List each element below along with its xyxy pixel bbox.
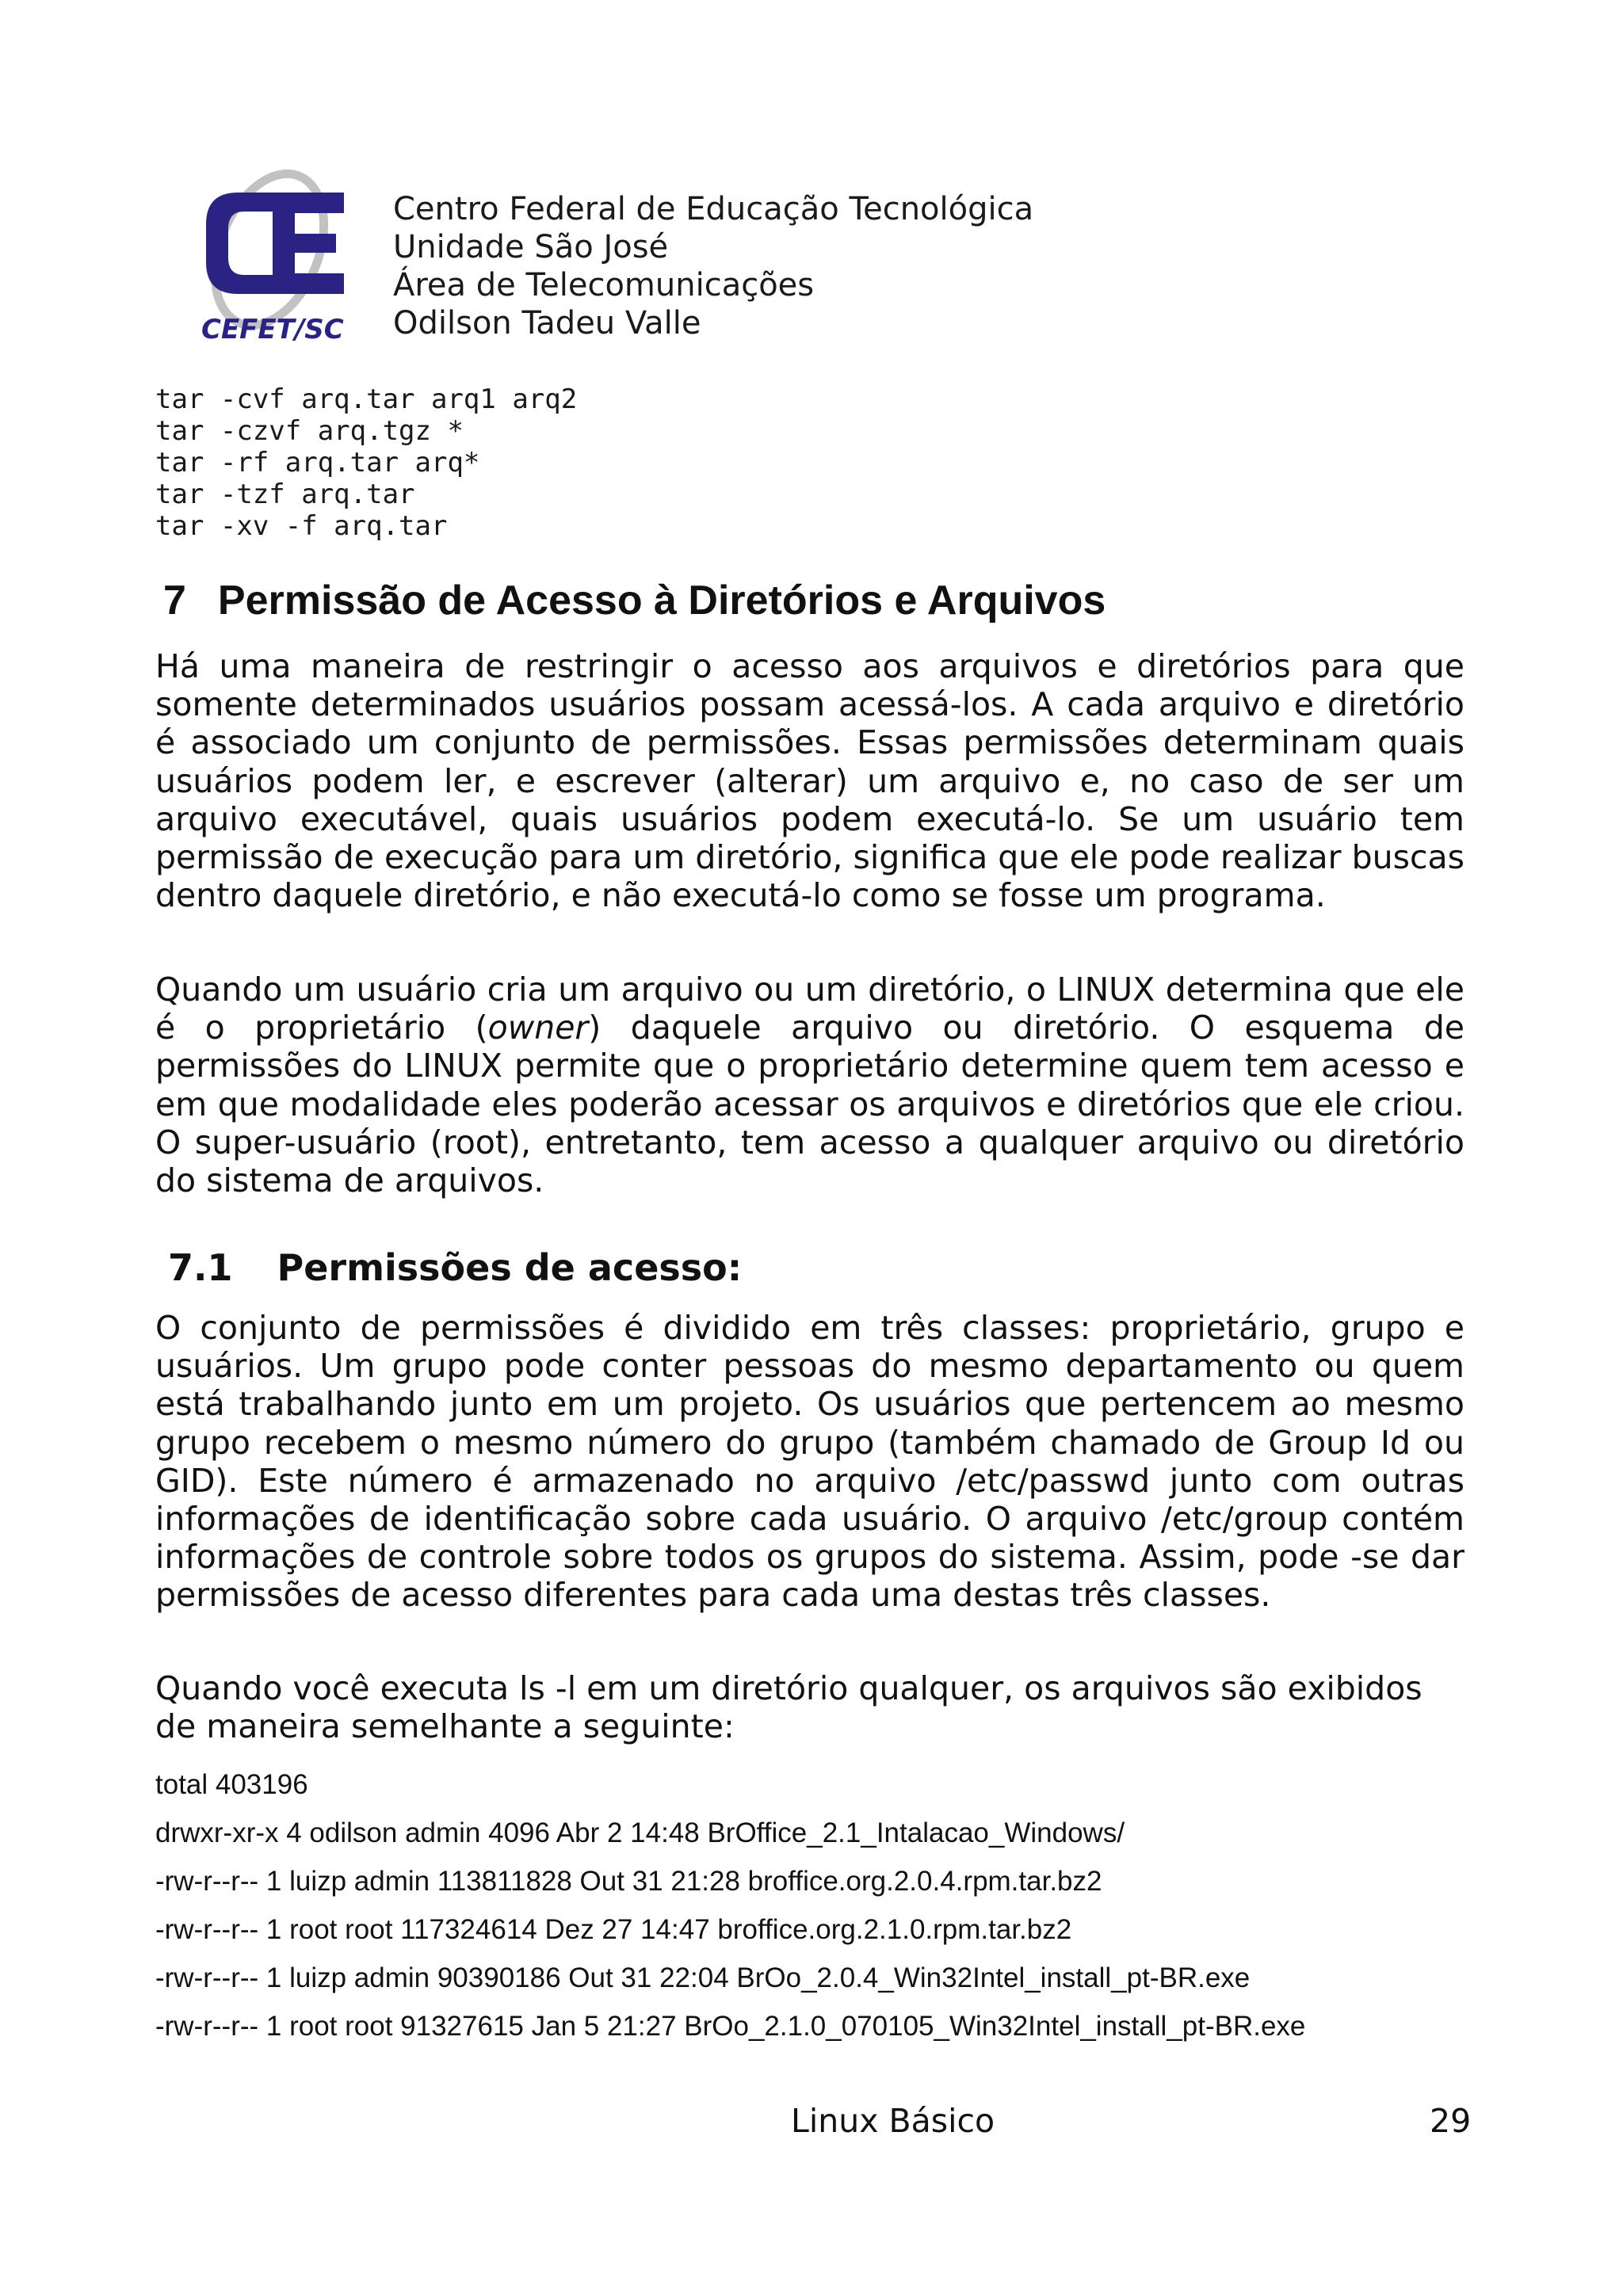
subsection-paragraph-2: Quando você executa ls -l em um diretório qualquer, os arquivos são exibidos de maneira semelhante a seguinte:	[155, 1669, 1423, 1746]
code-line: tar -cvf arq.tar arq1 arq2	[155, 383, 578, 415]
cefet-logo	[189, 162, 379, 353]
listing-line: -rw-r--r-- 1 root root 117324614 Dez 27 14:47 broffice.org.2.1.0.rpm.tar.bz2	[155, 1914, 1072, 1945]
ls-listing	[155, 1760, 1305, 2050]
paragraph-text: Quando um usuário cria um arquivo ou um diretório, o LINUX determina que ele é o proprietário (	[155, 971, 1465, 1047]
subsection-heading	[168, 1245, 742, 1290]
section-paragraph-1: Há uma maneira de restringir o acesso aos arquivos e diretórios para que somente determinados usuários possam acessá-los. A cada arquivo e diretório é associado um conjunto de permissões. Essas permissões determinam quais usuários podem ler, e escrever (alterar) um arquivo e, no caso de ser um arquivo executável, quais usuários podem executá-lo. Se um usuário tem permissão de execução para um diretório, significa que ele pode realizar buscas dentro daquele diretório, e não executá-lo como se fosse um programa.	[155, 647, 1465, 915]
subsection-title: Permissões de acesso:	[277, 1246, 743, 1289]
institution-line: Centro Federal de Educação Tecnológica	[393, 191, 1034, 227]
listing-line: -rw-r--r-- 1 luizp admin 113811828 Out 31 21:28 broffice.org.2.0.4.rpm.tar.bz2	[155, 1866, 1102, 1897]
subsection-paragraph-1: O conjunto de permissões é dividido em três classes: proprietário, grupo e usuários. Um grupo pode conter pessoas do mesmo departamento ou quem está trabalhando junto em um projeto. Os usuários que pertencem ao mesmo grupo recebem o mesmo número do grupo (também chamado de Group Id ou GID). Este número é armazenado no arquivo /etc/passwd junto com outras informações de identificação sobre cada usuário. O arquivo /etc/group contém informações de controle sobre todos os grupos do sistema. Assim, pode -se dar permissões de acesso diferentes para cada uma destas três classes.	[155, 1309, 1465, 1615]
code-line: tar -tzf arq.tar	[155, 479, 415, 510]
listing-line: total 403196	[155, 1769, 308, 1800]
owner-emphasis: owner	[487, 1009, 589, 1047]
institution-header	[393, 190, 1033, 342]
institution-line: Unidade São José	[393, 229, 669, 265]
code-line: tar -rf arq.tar arq*	[155, 447, 480, 479]
section-heading	[163, 577, 1106, 624]
tar-code-block	[155, 383, 577, 542]
logo-text: CEFET/SC	[201, 314, 344, 345]
code-line: tar -xv -f arq.tar	[155, 510, 448, 542]
section-title: Permissão de Acesso à Diretórios e Arquivos	[217, 578, 1106, 624]
listing-line: -rw-r--r-- 1 root root 91327615 Jan 5 21:27 BrOo_2.1.0_070105_Win32Intel_install_pt-BR.exe	[155, 2011, 1306, 2042]
section-paragraph-2	[155, 971, 1465, 1199]
section-number: 7	[163, 578, 186, 624]
institution-line: Área de Telecomunicações	[393, 267, 815, 303]
page-number: 29	[1430, 2102, 1472, 2140]
subsection-number: 7.1	[168, 1246, 233, 1289]
code-line: tar -czvf arq.tgz *	[155, 415, 464, 447]
institution-line: Odilson Tadeu Valle	[393, 305, 701, 341]
listing-line: drwxr-xr-x 4 odilson admin 4096 Abr 2 14:48 BrOffice_2.1_Intalacao_Windows/	[155, 1817, 1125, 1848]
listing-line: -rw-r--r-- 1 luizp admin 90390186 Out 31 22:04 BrOo_2.0.4_Win32Intel_install_pt-BR.exe	[155, 1962, 1251, 1993]
paragraph-text: ) daquele arquivo ou diretório. O esquema de permissões do LINUX permite que o proprietário determine quem tem acesso e em que modalidade eles poderão acessar os arquivos e diretórios que ele criou. O super-usuário (root), entretanto, tem acesso a qualquer arquivo ou diretório do sistema de arquivos.	[155, 1009, 1465, 1200]
footer-title: Linux Básico	[791, 2102, 995, 2140]
